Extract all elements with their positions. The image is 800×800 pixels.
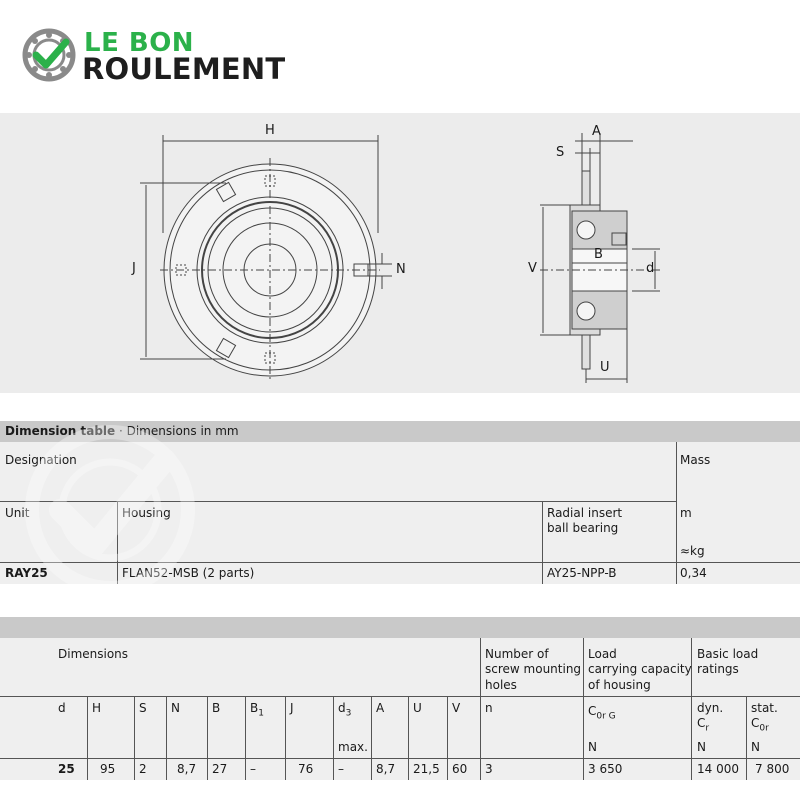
col-basic-2: ratings bbox=[697, 662, 739, 676]
col-V: V bbox=[452, 701, 461, 715]
col-B1: $B_1$ bbox=[250, 701, 264, 719]
row2-C0r: 7 800 bbox=[755, 762, 790, 776]
dim-label-B: B bbox=[594, 247, 603, 262]
col-load-1: Load bbox=[588, 647, 617, 661]
table2-title-bar bbox=[0, 617, 800, 638]
col-d3: $d_3$ bbox=[338, 701, 352, 719]
col-N: N bbox=[171, 701, 180, 715]
row2-n: 3 bbox=[485, 762, 493, 776]
row2-Cr: 14 000 bbox=[697, 762, 739, 776]
col-designation: Designation bbox=[5, 453, 77, 467]
row-mass: 0,34 bbox=[680, 566, 707, 580]
bearing-check-icon bbox=[22, 28, 78, 84]
col-screw-2: screw mounting bbox=[485, 662, 582, 676]
col-mass-kg: ≈kg bbox=[680, 544, 705, 558]
brand-logo bbox=[22, 28, 302, 84]
brand-line2: ROULEMENT bbox=[82, 52, 286, 86]
col-C0r-unit: N bbox=[751, 740, 760, 754]
dim-label-S: S bbox=[556, 145, 565, 160]
col-Cr: $C_r$ bbox=[697, 716, 710, 734]
col-radial-insert: Radial insert bbox=[547, 506, 623, 520]
col-U: U bbox=[413, 701, 422, 715]
col-C0r: $C_{0r}$ bbox=[751, 716, 769, 734]
col-C0rG: $C_{0r G}$ bbox=[588, 704, 616, 722]
brand-line1: LE BON bbox=[84, 28, 195, 58]
col-n: n bbox=[485, 701, 493, 715]
dim-label-A: A bbox=[592, 124, 601, 139]
col-housing: Housing bbox=[122, 506, 171, 520]
row2-S: 2 bbox=[139, 762, 147, 776]
title-rest: · Dimensions in mm bbox=[115, 424, 239, 438]
row-unit: RAY25 bbox=[5, 566, 48, 580]
dim-label-U: U bbox=[600, 360, 610, 375]
dimension-table-title bbox=[0, 421, 800, 442]
col-unit: Unit bbox=[5, 506, 30, 520]
row2-V: 60 bbox=[452, 762, 468, 776]
row2-J: 76 bbox=[298, 762, 314, 776]
col-basic-1: Basic load bbox=[697, 647, 759, 661]
row2-B1: – bbox=[250, 762, 256, 776]
dim-label-N: N bbox=[396, 262, 406, 277]
row2-A: 8,7 bbox=[376, 762, 396, 776]
col-C0rG-unit: N bbox=[588, 740, 597, 754]
row2-d3: – bbox=[338, 762, 344, 776]
col-dyn: dyn. bbox=[697, 701, 724, 715]
col-H: H bbox=[92, 701, 102, 715]
col-J: J bbox=[290, 701, 294, 715]
col-d3-max: max. bbox=[338, 740, 368, 754]
drawing-svg bbox=[0, 113, 800, 393]
col-dimensions: Dimensions bbox=[58, 647, 129, 661]
row-housing: FLAN52-MSB (2 parts) bbox=[122, 566, 255, 580]
row2-d: 25 bbox=[58, 762, 75, 776]
col-load-3: of housing bbox=[588, 678, 651, 692]
col-mass: Mass bbox=[680, 453, 711, 467]
col-Cr-unit: N bbox=[697, 740, 706, 754]
col-load-2: carrying capacity bbox=[588, 662, 692, 676]
col-d: d bbox=[58, 701, 66, 715]
col-screw-1: Number of bbox=[485, 647, 549, 661]
dim-label-J: J bbox=[132, 261, 136, 276]
row2-U: 21,5 bbox=[413, 762, 440, 776]
col-screw-3: holes bbox=[485, 678, 517, 692]
col-ball-bearing: ball bearing bbox=[547, 521, 619, 535]
col-A: A bbox=[376, 701, 385, 715]
col-B: B bbox=[212, 701, 221, 715]
row2-H: 95 bbox=[100, 762, 116, 776]
technical-drawing bbox=[0, 113, 800, 393]
dim-label-V: V bbox=[528, 261, 537, 276]
title-bold: Dimension table bbox=[5, 424, 116, 438]
row2-N: 8,7 bbox=[177, 762, 197, 776]
row2-B: 27 bbox=[212, 762, 228, 776]
dim-label-d: d bbox=[646, 261, 655, 276]
row-insert: AY25-NPP-B bbox=[547, 566, 617, 580]
col-stat: stat. bbox=[751, 701, 778, 715]
col-mass-m: m bbox=[680, 506, 692, 520]
dim-label-H: H bbox=[265, 123, 275, 138]
table2-row bbox=[0, 758, 800, 780]
col-S: S bbox=[139, 701, 147, 715]
row2-C0rG: 3 650 bbox=[588, 762, 623, 776]
